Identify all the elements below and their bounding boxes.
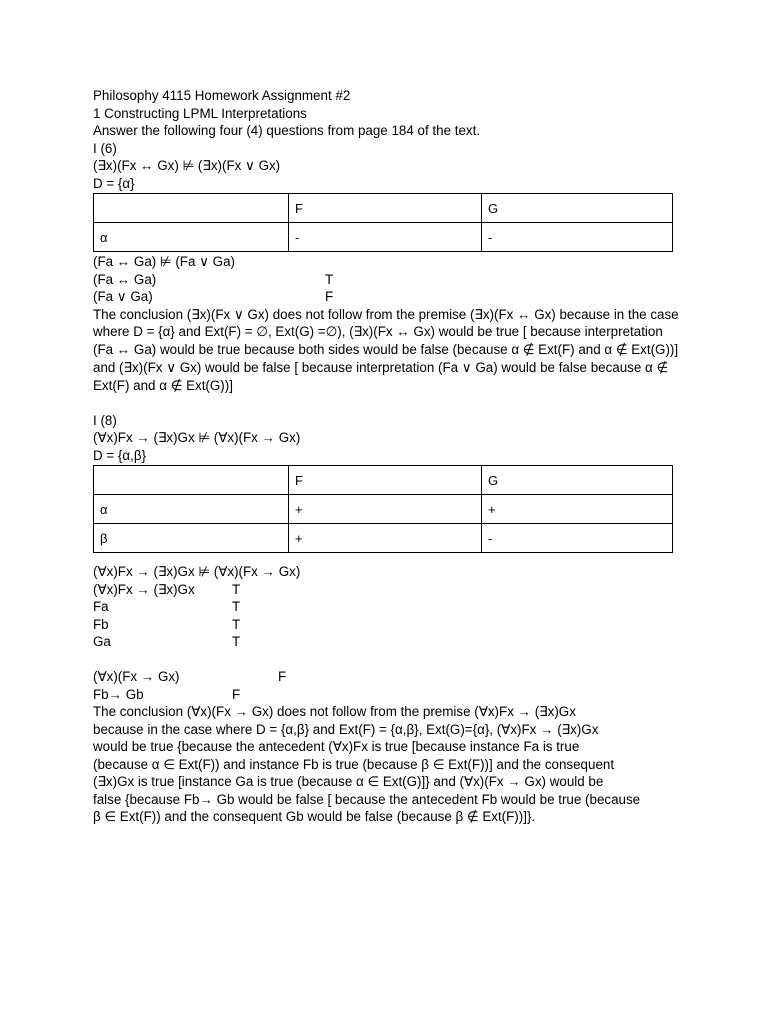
formula: Fb [93,616,109,632]
instructions: Answer the following four (4) questions from page 184 of the text. [93,123,481,138]
truth-value: T [232,616,241,632]
document-page [93,87,683,826]
table-cell: + [289,524,482,553]
formula: (∀x)(Fx → Gx) [93,669,180,685]
formula: Fa [93,599,109,615]
evaluation-row [93,686,683,704]
table-header-row [94,194,673,223]
explanation-line: (because α ∈ Ext(F)) and instance Fb is true (because β ∈ Ext(F))] and the consequent [93,756,615,772]
table-cell: - [482,223,673,252]
table-header-row [94,466,673,495]
interpretation-table [93,465,673,553]
table-cell: + [482,495,673,524]
truth-value: F [278,669,287,685]
document-title: Philosophy 4115 Homework Assignment #2 [93,88,351,103]
truth-value: T [325,271,334,287]
interpretation-table [93,193,673,252]
formula: Fb→ Gb [93,686,144,702]
question-label: I (8) [93,412,117,428]
table-cell: F [289,194,482,223]
formula: Ga [93,634,111,650]
table-cell: - [482,524,673,553]
evaluation-row [93,288,683,306]
truth-value: F [325,289,334,304]
formula: (Fa ∨ Ga) [93,289,153,304]
truth-value: T [232,581,241,597]
explanation-line: because in the case where D = {α,β} and Ext(F) = {α,β}, Ext(G)={α}, (∀x)Fx → (∃x)Gx [93,721,599,737]
table-cell: + [289,495,482,524]
explanation-line: The conclusion (∀x)(Fx → Gx) does not follow from the premise (∀x)Fx → (∃x)Gx [93,704,576,720]
instance-line: (Fa ↔ Ga) ⊭ (Fa ∨ Ga) [93,254,235,269]
table-cell [94,466,289,495]
instance-line: (∀x)Fx → (∃x)Gx ⊭ (∀x)(Fx → Gx) [93,564,301,580]
argument: (∃x)(Fx ↔ Gx) ⊭ (∃x)(Fx ∨ Gx) [93,158,281,173]
table-cell: F [289,466,482,495]
table-cell [94,194,289,223]
evaluation-row [93,668,683,686]
evaluation-row [93,581,683,599]
table-row [94,524,673,553]
truth-value: T [232,599,241,615]
question-label: I (6) [93,140,117,156]
table-row [94,223,673,252]
table-cell: α [94,495,289,524]
truth-value: T [232,634,241,650]
table-cell: G [482,466,673,495]
section-heading: 1 Constructing LPML Interpretations [93,105,307,121]
truth-value: F [232,686,241,702]
table-cell: G [482,194,673,223]
table-row [94,495,673,524]
table-cell: α [94,223,289,252]
table-cell: β [94,524,289,553]
evaluation-row [93,271,683,289]
explanation-line: would be true {because the antecedent (∀x)Fx is true [because instance Fa is true [93,739,580,755]
domain: D = {α} [93,175,135,191]
evaluation-row [93,633,683,651]
formula: (Fa ↔ Ga) [93,271,157,287]
table-cell: - [289,223,482,252]
explanation-line: (∃x)Gx is true [instance Ga is true (because α ∈ Ext(G)]} and (∀x)(Fx → Gx) would be [93,774,604,790]
formula: (∀x)Fx → (∃x)Gx [93,581,195,597]
explanation-paragraph: The conclusion (∃x)(Fx ∨ Gx) does not follow from the premise (∃x)(Fx ↔ Gx) because in the case where D = {α} and Ext(F) = ∅, Ext(G) =∅), (∃x)(Fx ↔ Gx) would be true [ because interpretation (Fa ↔ Ga) would be true because both sides would be false (because α ∉ Ext(F) and α ∉ Ext(G))] and (∃x)(Fx ∨ Gx) would be false [ because interpretation (Fa ∨ Ga) would be false because α ∉ Ext(F) and α ∉ Ext(G))] [93,306,679,393]
explanation-line: false {because Fb→ Gb would be false [ because the antecedent Fb would be true (because [93,791,641,807]
explanation-line: β ∈ Ext(F)) and the consequent Gb would be false (because β ∉ Ext(F))]}. [93,809,536,825]
domain: D = {α,β} [93,447,147,463]
evaluation-row [93,616,683,634]
argument: (∀x)Fx → (∃x)Gx ⊭ (∀x)(Fx → Gx) [93,430,301,446]
evaluation-row [93,598,683,616]
